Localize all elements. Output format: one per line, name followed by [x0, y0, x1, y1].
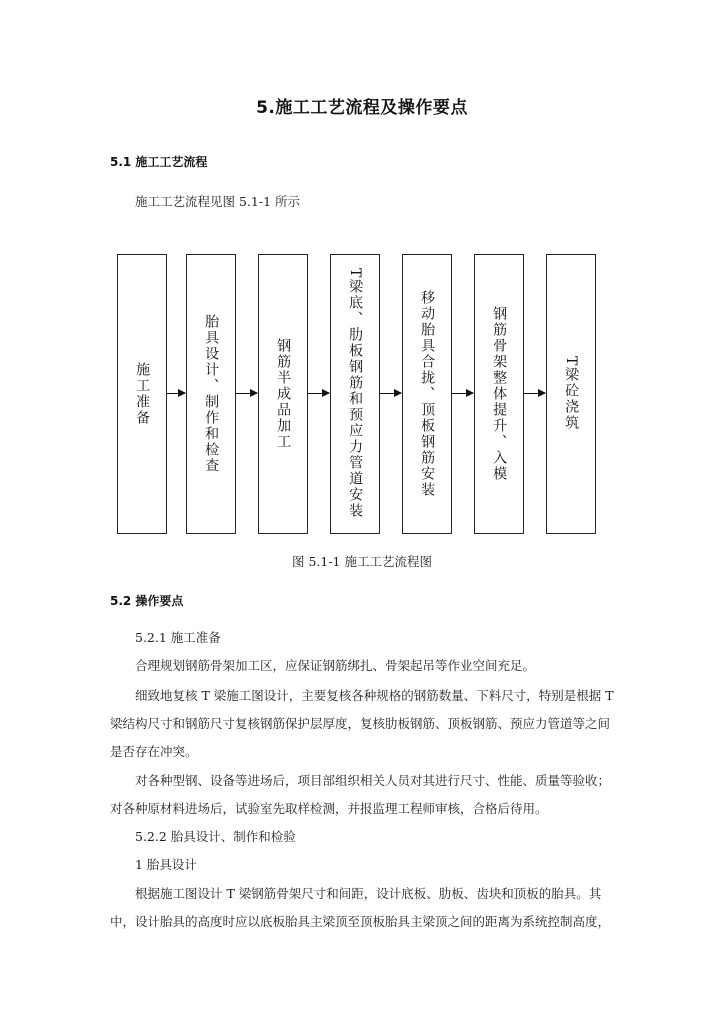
flow-step-7 — [546, 254, 596, 534]
flow-step-5 — [402, 254, 452, 534]
subsection-5-2-1-heading: 5.2.1 施工准备 — [135, 630, 221, 645]
flow-arrow-1 — [167, 393, 185, 394]
paragraph-2-line-1: 细致地复核 T 梁施工图设计，主要复核各种规格的钢筋数量、下料尺寸，特别是根据 T — [135, 688, 614, 703]
flow-step-1-label: 施工准备 — [134, 362, 151, 426]
flow-step-4-label: T梁底、肋板钢筋和预应力管道安装 — [347, 268, 364, 520]
flow-arrow-2 — [236, 393, 257, 394]
paragraph-4-line-2: 中，设计胎具的高度时应以底板胎具主梁顶至顶板胎具主梁顶之间的距离为系统控制高度， — [110, 914, 611, 929]
flow-step-7-label: T梁砼浇筑 — [563, 356, 580, 432]
flow-arrow-4 — [380, 393, 401, 394]
flow-arrow-6 — [524, 393, 545, 394]
paragraph-1: 合理规划钢筋骨架加工区，应保证钢筋绑扎、骨架起吊等作业空间充足。 — [135, 658, 536, 673]
document-title: 5.施工工艺流程及操作要点 — [256, 98, 468, 118]
flow-step-5-label: 移动胎具合拢、顶板钢筋安装 — [419, 290, 436, 498]
flow-step-6-label: 钢筋骨架整体提升、入模 — [491, 306, 508, 482]
paragraph-3-line-1: 对各种型钢、设备等进场后，项目部组织相关人员对其进行尺寸、性能、质量等验收； — [135, 773, 611, 788]
flow-step-2 — [186, 254, 236, 534]
flow-step-1 — [117, 254, 167, 534]
flow-step-4 — [330, 254, 380, 534]
paragraph-3-line-2: 对各种原材料进场后，试验室先取样检测，并报监理工程师审核，合格后待用。 — [110, 801, 548, 816]
subsection-5-2-2-1-heading: 1 胎具设计 — [135, 857, 197, 872]
flow-step-3 — [258, 254, 308, 534]
flow-arrow-5 — [452, 393, 473, 394]
section-5-2-heading: 5.2 操作要点 — [110, 594, 184, 608]
flow-step-6 — [474, 254, 524, 534]
flow-arrow-3 — [308, 393, 329, 394]
paragraph-2-line-3: 是否存在冲突。 — [110, 744, 198, 759]
flow-step-2-label: 胎具设计、制作和检查 — [203, 314, 220, 474]
paragraph-2-line-2: 梁结构尺寸和钢筋尺寸复核钢筋保护层厚度，复核肋板钢筋、顶板钢筋、预应力管道等之间 — [110, 716, 611, 731]
paragraph-4-line-1: 根据施工图设计 T 梁钢筋骨架尺寸和间距，设计底板、肋板、齿块和顶板的胎具。其 — [135, 886, 602, 901]
subsection-5-2-2-heading: 5.2.2 胎具设计、制作和检验 — [135, 829, 296, 844]
section-5-1-heading: 5.1 施工工艺流程 — [110, 155, 208, 169]
flow-step-3-label: 钢筋半成品加工 — [275, 338, 292, 450]
figure-caption: 图 5.1-1 施工工艺流程图 — [291, 554, 432, 569]
section-5-1-intro: 施工工艺流程见图 5.1-1 所示 — [135, 194, 301, 209]
